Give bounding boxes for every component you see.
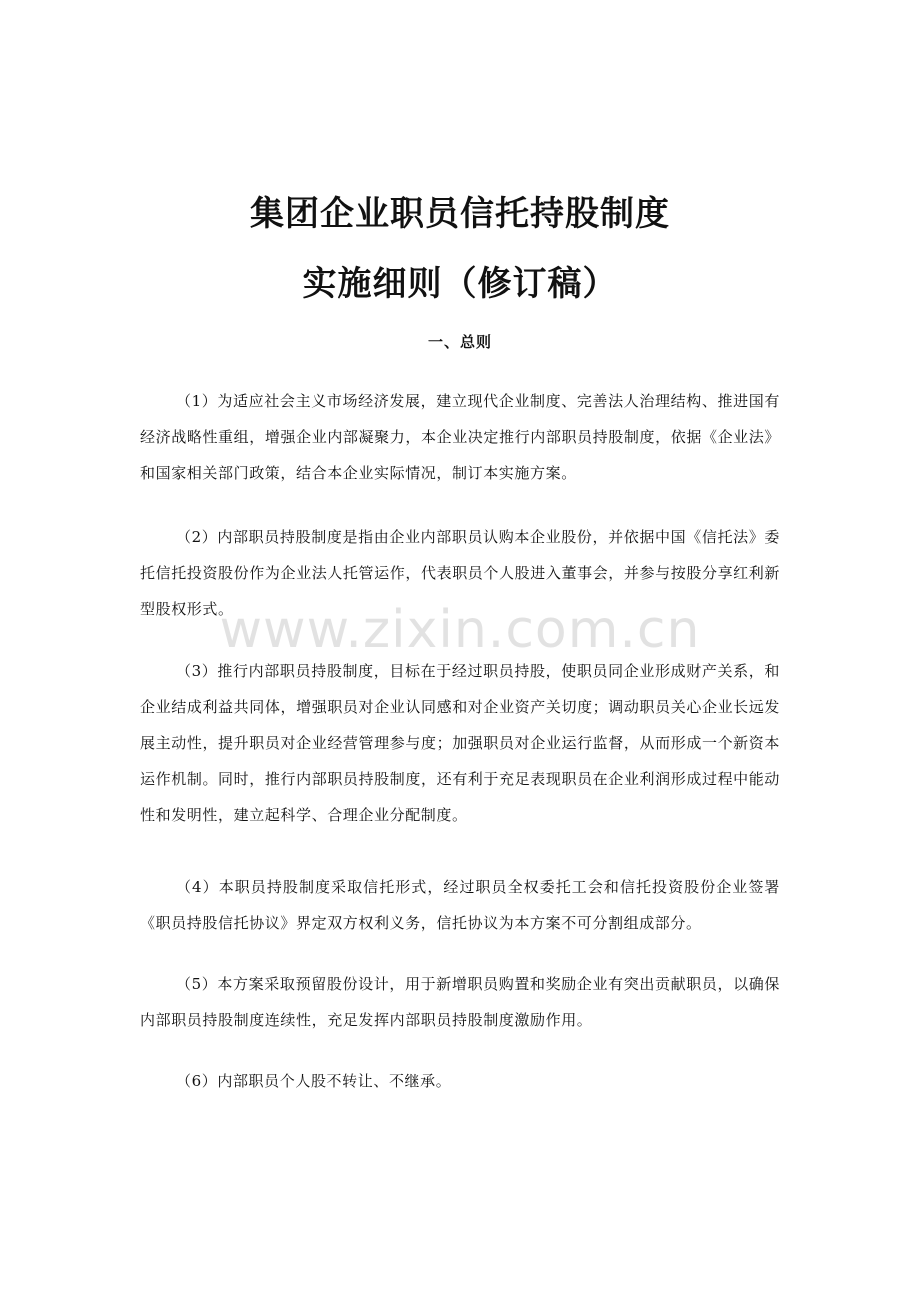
paragraph-4: （4）本职员持股制度采取信托形式，经过职员全权委托工会和信托投资股份企业签署《职员持股信托协议》界定双方权利义务，信托协议为本方案不可分割组成部分。 bbox=[140, 878, 780, 932]
document-title-line1: 集团企业职员信托持股制度 bbox=[250, 194, 670, 234]
paragraph-2: （2）内部职员持股制度是指由企业内部职员认购本企业股份，并依据中国《信托法》委托信托投资股份作为企业法人托管运作，代表职员个人股进入董事会，并参与按股分享红利新型股权形式。 bbox=[140, 528, 780, 618]
paragraph-5: （5）本方案采取预留股份设计，用于新增职员购置和奖励企业有突出贡献职员，以确保内部职员持股制度连续性，充足发挥内部职员持股制度激励作用。 bbox=[140, 975, 780, 1029]
document-title-line2: 实施细则（修订稿） bbox=[302, 264, 618, 304]
paragraph-1: （1）为适应社会主义市场经济发展，建立现代企业制度、完善法人治理结构、推进国有经济战略性重组，增强企业内部凝聚力，本企业决定推行内部职员持股制度，依据《企业法》和国家相关部门政策，结合本企业实际情况，制订本实施方案。 bbox=[140, 392, 780, 482]
paragraph-6: （6）内部职员个人股不转让、不继承。 bbox=[176, 1072, 452, 1090]
section-heading: 一、总则 bbox=[427, 333, 492, 351]
watermark: www.zixin.com.cn bbox=[219, 600, 701, 660]
paragraph-3: （3）推行内部职员持股制度，目标在于经过职员持股，使职员同企业形成财产关系，和企业结成利益共同体，增强职员对企业认同感和对企业资产关切度；调动职员关心企业长远发展主动性，提升职员对企业经营管理参与度；加强职员对企业运行监督，从而形成一个新资本运作机制。同时，推行内部职员持股制度，还有利于充足表现职员在企业利润形成过程中能动性和发明性，建立起科学、合理企业分配制度。 bbox=[140, 662, 780, 824]
